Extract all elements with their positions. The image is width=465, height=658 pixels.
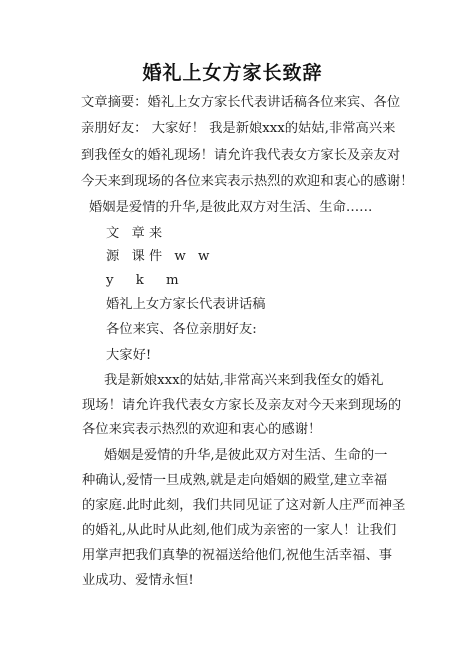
body-line: 我是新娘xxx的姑姑,非常高兴来到我侄女的婚礼 <box>104 373 384 388</box>
source-line: y k m <box>106 273 188 288</box>
body-line: 现场！请允许我代表女方家长及亲友对今天来到现场的 <box>82 398 402 413</box>
abstract-line: 文章摘要：婚礼上女方家长代表讲话稿各位来宾、各位 <box>81 95 401 110</box>
source-line: 源 课件 w w <box>106 249 214 264</box>
body-line: 业成功、爱情永恒! <box>82 573 194 588</box>
body-line: 用掌声把我们真挚的祝福送给他们,祝他生活幸福、事 <box>82 548 393 563</box>
body-line: 婚姻是爱情的升华,是彼此双方对生活、生命的一 <box>104 448 388 463</box>
abstract-line: 婚姻是爱情的升华,是彼此双方对生活、生命…… <box>89 200 373 215</box>
body-line: 各位来宾表示热烈的欢迎和衷心的感谢！ <box>82 422 322 437</box>
abstract-line: 今天来到现场的各位来宾表示热烈的欢迎和衷心的感谢！ <box>81 174 414 189</box>
body-line: 的婚礼,从此时从此刻,他们成为亲密的一家人！让我们 <box>82 523 397 538</box>
abstract-line: 到我侄女的婚礼现场！请允许我代表女方家长及亲友对 <box>81 148 401 163</box>
body-line: 的家庭.此时此刻，我们共同见证了这对新人庄严而神圣 <box>82 498 406 513</box>
speech-heading: 婚礼上女方家长代表讲话稿 <box>106 297 266 312</box>
speech-greeting: 大家好! <box>106 348 152 363</box>
source-line: 文 章来 <box>106 226 167 241</box>
document-title: 婚礼上女方家长致辞 <box>142 62 323 84</box>
body-line: 种确认,爱情一旦成熟,就是走向婚姻的殿堂,建立幸福 <box>82 473 388 488</box>
abstract-line: 亲朋好友： 大家好！ 我是新娘xxx的姑姑,非常高兴来 <box>81 121 396 136</box>
speech-salutation: 各位来宾、各位亲朋好友: <box>106 322 257 337</box>
